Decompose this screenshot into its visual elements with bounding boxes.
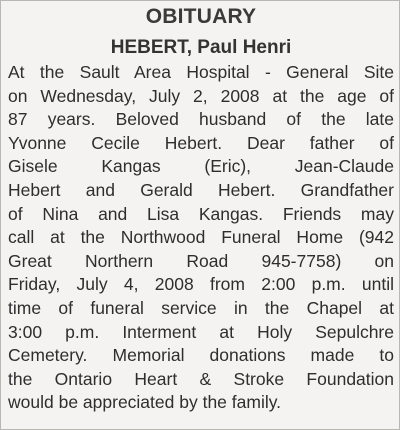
deceased-name: HEBERT, Paul Henri: [110, 37, 292, 58]
obituary-body: [8, 61, 394, 415]
obituary-heading: OBITUARY: [145, 5, 257, 28]
body-line: Friday, July 4, 2008 from 2:00 p.m. until: [8, 274, 394, 295]
body-line: Gisele Kangas (Eric), Jean-Claude: [8, 156, 394, 177]
body-line: the Ontario Heart & Stroke Foundation: [8, 368, 394, 389]
body-line: Yvonne Cecile Hebert. Dear father of: [8, 132, 394, 153]
body-line: Hebert and Gerald Hebert. Grandfather: [8, 179, 394, 200]
body-line: on Wednesday, July 2, 2008 at the age of: [8, 85, 394, 106]
body-line: Cemetery. Memorial donations made to: [8, 345, 394, 366]
body-line: of Nina and Lisa Kangas. Friends may: [8, 203, 394, 224]
body-line: 87 years. Beloved husband of the late: [8, 109, 394, 130]
body-line: At the Sault Area Hospital - General Site: [8, 62, 394, 82]
body-line: Great Northern Road 945-7758) on: [8, 250, 394, 271]
body-line: 3:00 p.m. Interment at Holy Sepulchre: [8, 321, 394, 342]
body-line: time of funeral service in the Chapel at: [8, 297, 394, 318]
body-line-last: would be appreciated by the family.: [8, 392, 282, 413]
body-line: call at the Northwood Funeral Home (942: [8, 227, 394, 248]
